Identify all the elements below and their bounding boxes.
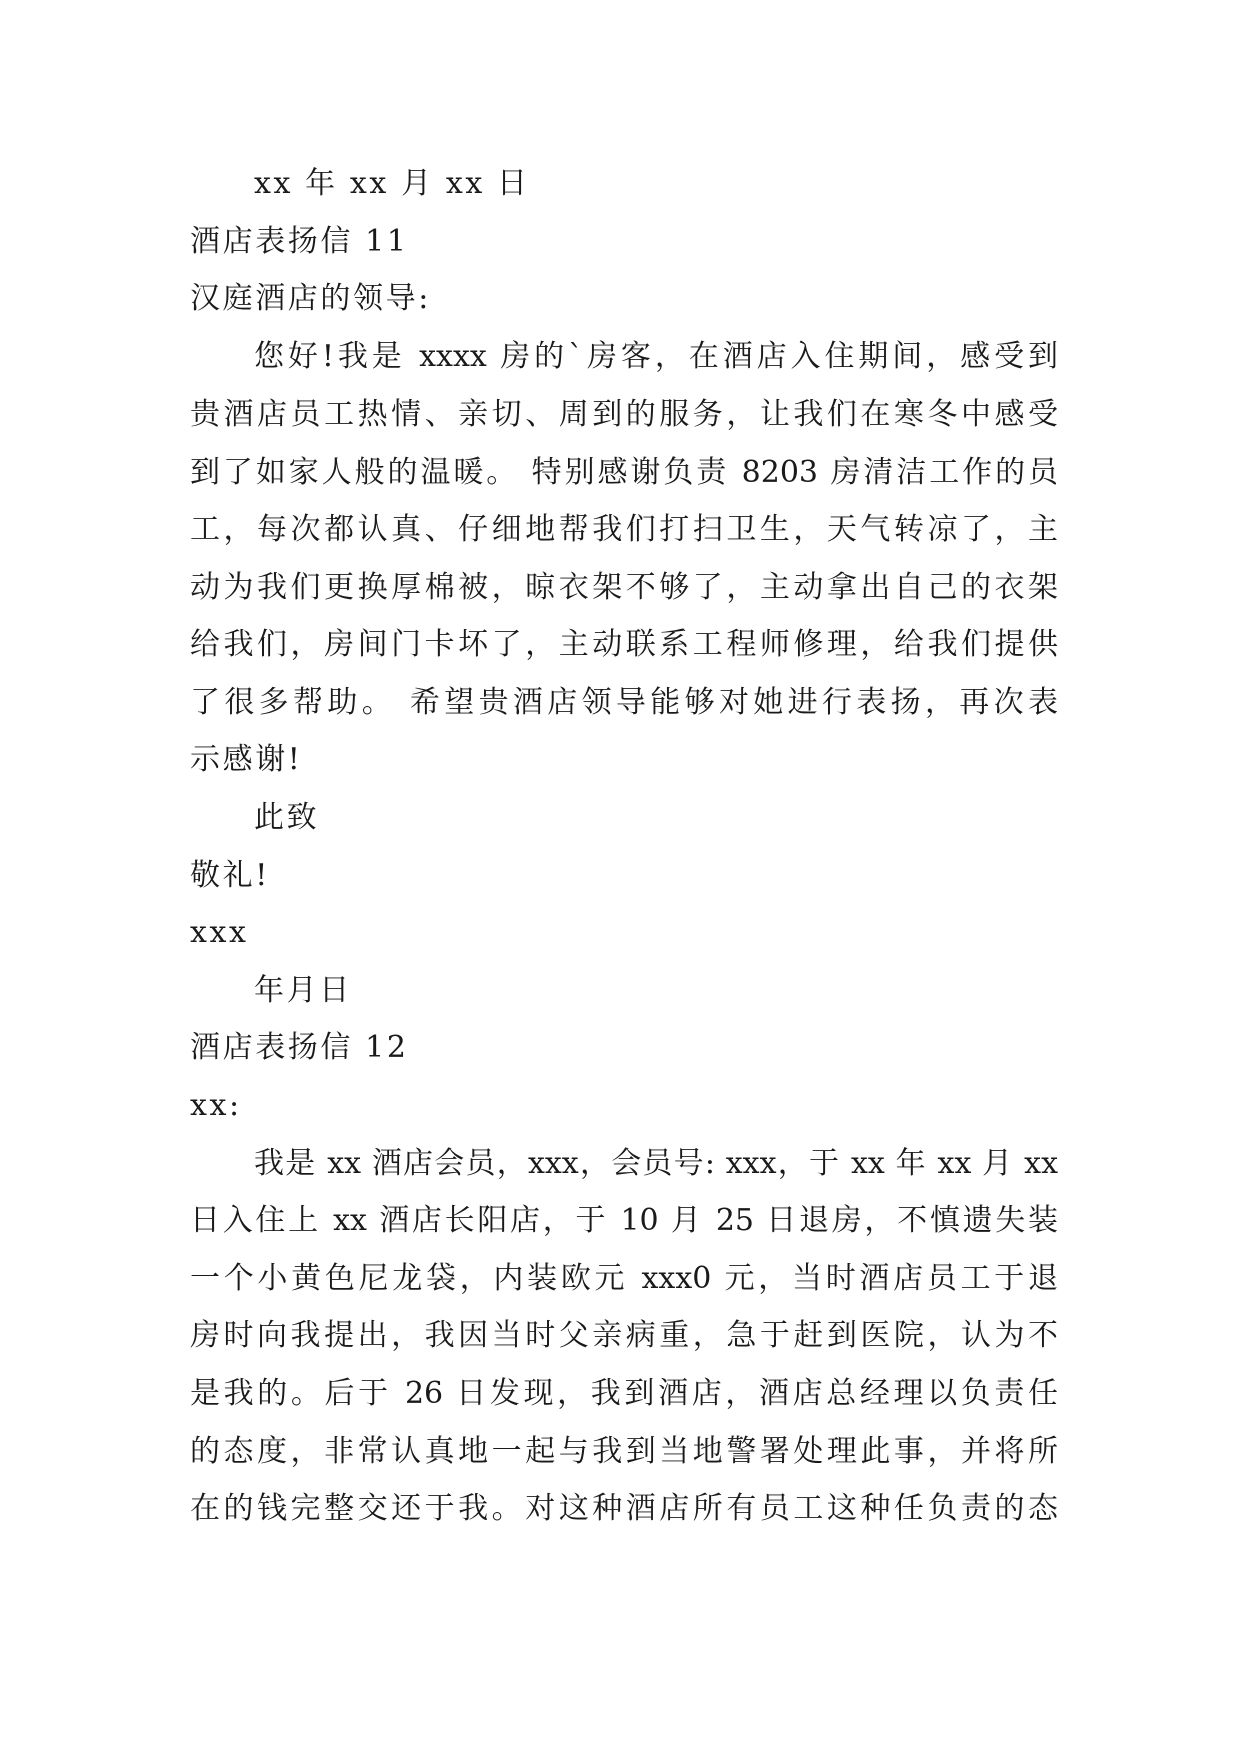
body-line: 的态度，非常认真地一起与我到当地警署处理此事，并将所 [190,1434,1058,1469]
body-line: 动为我们更换厚棉被，晾衣架不够了，主动拿出自己的衣架 [190,570,1058,605]
body-line: 给我们，房间门卡坏了，主动联系工程师修理，给我们提供 [190,627,1058,662]
date-line: xx 年 xx 月 xx 日 [254,166,530,201]
closing-line: 此致 [254,800,320,835]
body-line: 在的钱完整交还于我。对这种酒店所有员工这种任负责的态 [190,1491,1058,1526]
body-line: 工，每次都认真、仔细地帮我们打扫卫生，天气转凉了，主 [190,512,1058,547]
letter-title-12: 酒店表扬信 12 [190,1030,409,1065]
salutation: 汉庭酒店的领导: [190,281,431,316]
body-line: 了很多帮助。 希望贵酒店领导能够对她进行表扬，再次表 [190,685,1058,720]
closing-regards: 敬礼! [190,858,270,893]
body-line: 示感谢! [190,742,303,777]
salutation: xx: [190,1088,242,1123]
body-line: 我是 xx 酒店会员，xxx，会员号: xxx，于 xx 年 xx 月 xx [254,1146,1058,1181]
body-line: 一个小黄色尼龙袋，内装欧元 xxx0 元，当时酒店员工于退 [190,1261,1058,1296]
body-line: 到了如家人般的温暖。 特别感谢负责 8203 房清洁工作的员 [190,455,1058,490]
body-line: 贵酒店员工热情、亲切、周到的服务，让我们在寒冬中感受 [190,397,1058,432]
letter-title-11: 酒店表扬信 11 [190,224,409,259]
signature-name: xxx [190,915,249,950]
body-line: 您好!我是 xxxx 房的`房客，在酒店入住期间，感受到 [254,339,1058,374]
body-line: 房时向我提出，我因当时父亲病重，急于赶到医院，认为不 [190,1318,1058,1353]
body-line: 是我的。后于 26 日发现，我到酒店，酒店总经理以负责任 [190,1376,1058,1411]
signature-date: 年月日 [254,973,352,1008]
body-line: 日入住上 xx 酒店长阳店，于 10 月 25 日退房，不慎遗失装 [190,1203,1058,1238]
